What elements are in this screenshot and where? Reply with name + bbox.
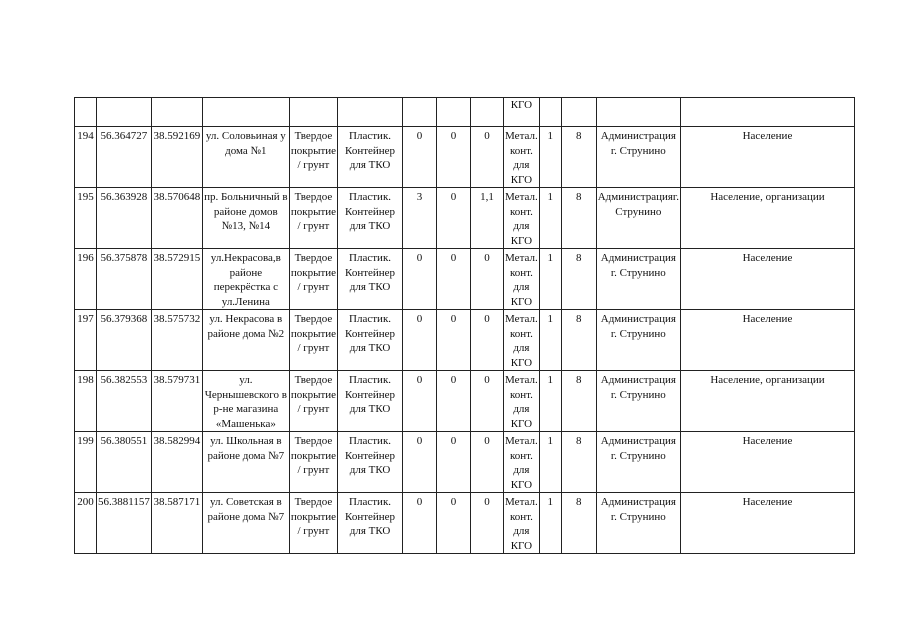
cell-address: ул. Школьная в районе дома №7 xyxy=(202,432,289,493)
cell-num xyxy=(75,98,97,127)
cell-owner: Администрация г. Струнино xyxy=(596,371,680,432)
cell-longitude: 38.579731 xyxy=(151,371,202,432)
cell-value-2: 0 xyxy=(437,188,471,249)
cell-address: пр. Больничный в районе домов №13, №14 xyxy=(202,188,289,249)
cell-surface: Твердое покрытие / грунт xyxy=(289,493,337,554)
cell-count: 1 xyxy=(539,310,561,371)
cell-volume: 8 xyxy=(561,432,596,493)
cell-surface: Твердое покрытие / грунт xyxy=(289,371,337,432)
cell-address: ул. Соловьиная у дома №1 xyxy=(202,127,289,188)
cell-owner: Администрация г. Струнино xyxy=(596,432,680,493)
cell-value-2: 0 xyxy=(437,127,471,188)
cell-kgo-container: Метал. конт. для КГО xyxy=(504,371,540,432)
cell-surface: Твердое покрытие / грунт xyxy=(289,249,337,310)
cell-longitude: 38.572915 xyxy=(151,249,202,310)
cell-surface: Твердое покрытие / грунт xyxy=(289,188,337,249)
cell-kgo-container: Метал. конт. для КГО xyxy=(504,493,540,554)
cell-value-3: 1,1 xyxy=(471,188,504,249)
cell-count: 1 xyxy=(539,432,561,493)
table-row xyxy=(75,493,855,554)
continuation-row xyxy=(75,98,855,127)
cell-volume xyxy=(561,98,596,127)
cell-longitude: 38.582994 xyxy=(151,432,202,493)
table-body xyxy=(75,98,855,554)
cell-sources xyxy=(680,98,854,127)
cell-value-1: 0 xyxy=(403,249,437,310)
cell-value-1: 0 xyxy=(403,493,437,554)
cell-container: Пластик. Контейнер для ТКО xyxy=(338,127,403,188)
cell-sources: Население xyxy=(680,493,854,554)
cell-container: Пластик. Контейнер для ТКО xyxy=(338,432,403,493)
cell-surface xyxy=(289,98,337,127)
cell-num: 198 xyxy=(75,371,97,432)
cell-value-1: 0 xyxy=(403,371,437,432)
cell-count: 1 xyxy=(539,127,561,188)
table-row xyxy=(75,371,855,432)
cell-value-3: 0 xyxy=(471,127,504,188)
cell-value-3: 0 xyxy=(471,432,504,493)
cell-num: 195 xyxy=(75,188,97,249)
cell-latitude: 56.379368 xyxy=(97,310,152,371)
cell-volume: 8 xyxy=(561,127,596,188)
cell-address: ул. Советская в районе дома №7 xyxy=(202,493,289,554)
cell-value-1: 0 xyxy=(403,310,437,371)
cell-address: ул. Чернышевского в р-не магазина «Машенька» xyxy=(202,371,289,432)
cell-value-3: 0 xyxy=(471,371,504,432)
cell-value-3 xyxy=(471,98,504,127)
cell-owner: Администрацияг. Струнино xyxy=(596,188,680,249)
cell-surface: Твердое покрытие / грунт xyxy=(289,310,337,371)
cell-num: 196 xyxy=(75,249,97,310)
cell-num: 194 xyxy=(75,127,97,188)
cell-longitude: 38.587171 xyxy=(151,493,202,554)
cell-sources: Население, организации xyxy=(680,188,854,249)
cell-owner: Администрация г. Струнино xyxy=(596,493,680,554)
cell-volume: 8 xyxy=(561,310,596,371)
cell-latitude: 56.364727 xyxy=(97,127,152,188)
cell-owner: Администрация г. Струнино xyxy=(596,310,680,371)
cell-value-1: 0 xyxy=(403,432,437,493)
table-row xyxy=(75,188,855,249)
cell-value-2: 0 xyxy=(437,493,471,554)
table-row xyxy=(75,310,855,371)
cell-volume: 8 xyxy=(561,249,596,310)
cell-latitude: 56.375878 xyxy=(97,249,152,310)
cell-value-1: 3 xyxy=(403,188,437,249)
cell-value-3: 0 xyxy=(471,249,504,310)
cell-sources: Население, организации xyxy=(680,371,854,432)
cell-container: Пластик. Контейнер для ТКО xyxy=(338,310,403,371)
cell-value-1 xyxy=(403,98,437,127)
cell-value-2 xyxy=(437,98,471,127)
cell-value-2: 0 xyxy=(437,310,471,371)
cell-container: Пластик. Контейнер для ТКО xyxy=(338,371,403,432)
cell-volume: 8 xyxy=(561,493,596,554)
cell-sources: Население xyxy=(680,432,854,493)
table-row xyxy=(75,432,855,493)
cell-kgo-container: Метал. конт. для КГО xyxy=(504,188,540,249)
cell-kgo-container: Метал. конт. для КГО xyxy=(504,249,540,310)
cell-longitude: 38.575732 xyxy=(151,310,202,371)
cell-value-3: 0 xyxy=(471,310,504,371)
cell-value-2: 0 xyxy=(437,249,471,310)
cell-address: ул.Некрасова,в районе перекрёстка с ул.Ленина xyxy=(202,249,289,310)
table-row xyxy=(75,249,855,310)
cell-container: Пластик. Контейнер для ТКО xyxy=(338,188,403,249)
cell-count: 1 xyxy=(539,371,561,432)
table-row xyxy=(75,127,855,188)
cell-surface: Твердое покрытие / грунт xyxy=(289,432,337,493)
cell-num: 200 xyxy=(75,493,97,554)
cell-sources: Население xyxy=(680,310,854,371)
cell-container xyxy=(338,98,403,127)
cell-kgo-container: КГО xyxy=(504,98,540,127)
cell-longitude: 38.570648 xyxy=(151,188,202,249)
cell-count xyxy=(539,98,561,127)
cell-owner: Администрация г. Струнино xyxy=(596,127,680,188)
cell-surface: Твердое покрытие / грунт xyxy=(289,127,337,188)
cell-longitude: 38.592169 xyxy=(151,127,202,188)
cell-latitude: 56.380551 xyxy=(97,432,152,493)
cell-owner: Администрация г. Струнино xyxy=(596,249,680,310)
cell-latitude: 56.363928 xyxy=(97,188,152,249)
cell-latitude: 56.382553 xyxy=(97,371,152,432)
cell-value-3: 0 xyxy=(471,493,504,554)
cell-value-2: 0 xyxy=(437,371,471,432)
cell-longitude xyxy=(151,98,202,127)
cell-value-2: 0 xyxy=(437,432,471,493)
cell-count: 1 xyxy=(539,249,561,310)
cell-address xyxy=(202,98,289,127)
cell-kgo-container: Метал. конт. для КГО xyxy=(504,432,540,493)
cell-latitude: 56.3881157 xyxy=(97,493,152,554)
waste-sites-table xyxy=(74,97,855,554)
cell-container: Пластик. Контейнер для ТКО xyxy=(338,493,403,554)
cell-value-1: 0 xyxy=(403,127,437,188)
cell-volume: 8 xyxy=(561,371,596,432)
cell-sources: Население xyxy=(680,127,854,188)
cell-count: 1 xyxy=(539,493,561,554)
cell-kgo-container: Метал. конт. для КГО xyxy=(504,127,540,188)
cell-kgo-container: Метал. конт. для КГО xyxy=(504,310,540,371)
cell-num: 197 xyxy=(75,310,97,371)
cell-volume: 8 xyxy=(561,188,596,249)
cell-num: 199 xyxy=(75,432,97,493)
cell-count: 1 xyxy=(539,188,561,249)
cell-address: ул. Некрасова в районе дома №2 xyxy=(202,310,289,371)
cell-owner xyxy=(596,98,680,127)
cell-latitude xyxy=(97,98,152,127)
cell-container: Пластик. Контейнер для ТКО xyxy=(338,249,403,310)
cell-sources: Население xyxy=(680,249,854,310)
